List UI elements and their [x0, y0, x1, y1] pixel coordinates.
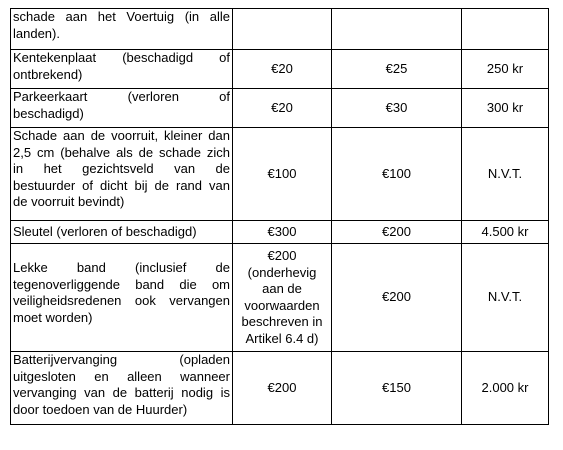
fee-line: Artikel 6.4 d)	[245, 330, 319, 346]
fee-cell-3: 2.000 kr	[462, 352, 549, 425]
fee-line: voorwaarden	[244, 297, 320, 313]
fee-line: €200	[267, 248, 297, 263]
table-row	[11, 352, 549, 425]
table-row	[11, 50, 549, 89]
desc-line: Lekke band (inclusief de	[13, 260, 230, 275]
desc-line: door toedoen van de Huurder)	[13, 401, 188, 417]
desc-line: tegenoverliggende band die om	[13, 276, 230, 292]
desc-line: bestuurder of dicht bij de rand van	[13, 177, 230, 193]
fee-cell-3: N.V.T.	[462, 244, 549, 352]
fee-cell-2: €200	[332, 221, 462, 244]
desc-cell	[11, 89, 233, 128]
desc-cell	[11, 9, 233, 50]
table-row	[11, 221, 549, 244]
fee-table	[10, 8, 549, 425]
fee-cell-1	[233, 9, 332, 50]
desc-line: uitgesloten en alleen wanneer	[13, 368, 230, 384]
fee-cell-2: €200	[332, 244, 462, 352]
desc-line: Sleutel (verloren of beschadigd)	[13, 223, 197, 239]
fee-cell-1: €100	[233, 128, 332, 221]
fee-cell-3: 250 kr	[462, 50, 549, 89]
desc-line: moet worden)	[13, 309, 93, 325]
desc-line: Parkeerkaart (verloren of	[13, 89, 230, 104]
desc-line: schade aan het Voertuig (in alle	[13, 9, 230, 24]
desc-line: veiligheidsredenen ook vervangen	[13, 293, 230, 308]
fee-cell-2: €100	[332, 128, 462, 221]
fee-cell-1: €20	[233, 89, 332, 128]
desc-cell	[11, 244, 233, 352]
fee-line: aan de	[262, 281, 302, 296]
fee-cell-3	[462, 9, 549, 50]
table-row	[11, 244, 549, 352]
desc-line: de voorruit bevindt)	[13, 194, 125, 209]
desc-line: beschadigd)	[13, 105, 84, 121]
table-row	[11, 9, 549, 50]
fee-line: (onderhevig	[247, 264, 317, 280]
fee-cell-2: €25	[332, 50, 462, 89]
desc-line: vervanging van de batterij nodig is	[13, 385, 230, 400]
fee-cell-1: €20	[233, 50, 332, 89]
fee-cell-1	[233, 244, 332, 352]
desc-line: landen).	[13, 25, 60, 41]
desc-line: Batterijvervanging (opladen	[13, 352, 230, 367]
fee-cell-3: 4.500 kr	[462, 221, 549, 244]
table-row	[11, 128, 549, 221]
desc-line: ontbrekend)	[13, 66, 83, 82]
desc-line: Schade aan de voorruit, kleiner dan	[13, 128, 230, 143]
desc-line: 2,5 cm (behalve als de schade zich	[13, 144, 230, 160]
fee-cell-2: €30	[332, 89, 462, 128]
fee-cell-2: €150	[332, 352, 462, 425]
desc-cell	[11, 50, 233, 89]
desc-cell	[11, 352, 233, 425]
table-row	[11, 89, 549, 128]
desc-line: Kentekenplaat (beschadigd of	[13, 50, 230, 65]
desc-cell	[11, 221, 233, 244]
fee-cell-3: N.V.T.	[462, 128, 549, 221]
desc-line: in het gezichtsveld van de	[13, 161, 230, 176]
fee-cell-3: 300 kr	[462, 89, 549, 128]
fee-cell-1: €200	[233, 352, 332, 425]
fee-cell-1: €300	[233, 221, 332, 244]
desc-cell	[11, 128, 233, 221]
fee-line: beschreven in	[241, 314, 323, 329]
fee-cell-2	[332, 9, 462, 50]
